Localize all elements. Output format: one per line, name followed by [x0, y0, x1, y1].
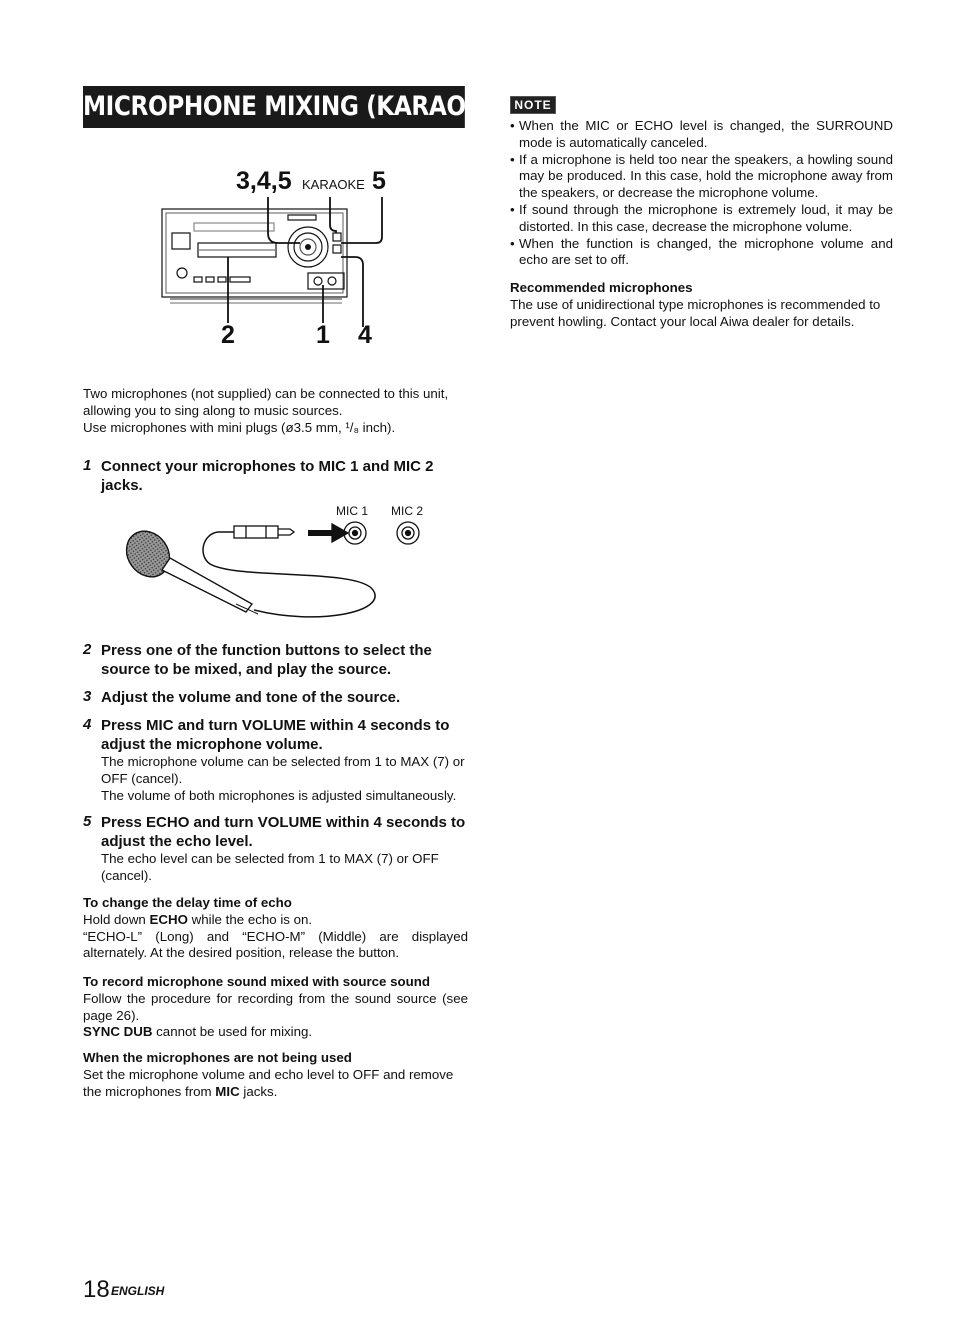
step-title: Press one of the function buttons to select the source to be mixed, and play the source. — [101, 642, 432, 678]
note-item: • If sound through the microphone is extremely loud, it may be distorted. In this case, decrease the microphone volume. — [510, 202, 893, 236]
delay-line-1: Hold down ECHO while the echo is on. — [83, 911, 313, 927]
notused-heading: When the microphones are not being used — [83, 1050, 352, 1065]
step-body-line: The echo level can be selected from 1 to MAX (7) or OFF (cancel). — [101, 851, 439, 883]
diagram-label-bottom-left: 2 — [221, 321, 235, 349]
delay-line-2: “ECHO-L” (Long) and “ECHO-M” (Middle) are displayed alternately. At the desired position, release the button. — [83, 928, 468, 961]
intro-text — [83, 386, 468, 436]
record-line-2: SYNC DUB cannot be used for mixing. — [83, 1024, 313, 1040]
recommended-heading: Recommended microphones — [510, 280, 693, 295]
step-number: 5 — [83, 813, 92, 830]
record-heading: To record microphone sound mixed with source sound — [83, 974, 430, 989]
step-body-line: The volume of both microphones is adjusted simultaneously. — [101, 787, 457, 803]
delay-heading: To change the delay time of echo — [83, 895, 292, 910]
diagram-label-karaoke: KARAOKE — [302, 177, 365, 192]
step-2 — [83, 641, 468, 679]
microphone-illustration — [118, 500, 438, 625]
step-title: Press ECHO and turn VOLUME within 4 seconds to adjust the echo level. — [101, 814, 466, 850]
page-title: MICROPHONE MIXING (KARAOKE) — [83, 86, 465, 128]
record-line-1: Follow the procedure for recording from the sound source (see page 26). — [83, 990, 468, 1023]
mic2-label: MIC 2 — [391, 504, 424, 518]
page-number: 18 — [83, 1276, 110, 1303]
intro-line-3: Use microphones with mini plugs (ø3.5 mm, ¹/₈ inch). — [83, 419, 396, 435]
diagram-label-bottom-right: 4 — [358, 321, 372, 349]
step-title: Press MIC and turn VOLUME within 4 seconds to adjust the microphone volume. — [101, 717, 450, 753]
delay-section — [83, 895, 468, 962]
notused-line: Set the microphone volume and echo level to OFF and remove the microphones from MIC jacks. — [83, 1066, 454, 1099]
step-1 — [83, 457, 468, 495]
mic1-label: MIC 1 — [336, 504, 369, 518]
intro-line-2: allowing you to sing along to music sources. — [83, 402, 343, 418]
recommended-text: The use of unidirectional type microphones is recommended to prevent howling. Contact your local Aiwa dealer for details. — [510, 296, 881, 329]
record-section — [83, 974, 468, 1041]
mic-connection-diagram — [118, 500, 438, 625]
notused-section — [83, 1050, 468, 1100]
step-body-line: The microphone volume can be selected from 1 to MAX (7) or OFF (cancel). — [101, 754, 465, 786]
note-badge: NOTE — [510, 96, 556, 114]
unit-diagram — [150, 165, 410, 350]
step-5 — [83, 813, 468, 885]
step-4 — [83, 716, 468, 804]
step-number: 3 — [83, 688, 92, 705]
recommended-section — [510, 280, 893, 330]
step-title: Adjust the volume and tone of the source. — [101, 689, 401, 706]
intro-line-1: Two microphones (not supplied) can be connected to this unit, — [83, 386, 449, 401]
note-item: • If a microphone is held too near the speakers, a howling sound may be produced. In this case, hold the microphone away from the speakers, or decrease the microphone volume. — [510, 152, 893, 202]
step-number: 2 — [83, 641, 92, 658]
step-title: Connect your microphones to MIC 1 and MIC 2 jacks. — [101, 458, 434, 494]
note-list — [510, 118, 893, 269]
step-3 — [83, 688, 468, 707]
step-number: 1 — [83, 457, 92, 474]
note-item: • When the function is changed, the microphone volume and echo are set to off. — [510, 236, 893, 270]
diagram-label-steps: 3,4,5 — [236, 167, 292, 195]
step-number: 4 — [83, 716, 92, 733]
note-item: • When the MIC or ECHO level is changed, the SURROUND mode is automatically canceled. — [510, 118, 893, 152]
diagram-label-bottom-mid: 1 — [316, 321, 330, 349]
page-language: ENGLISH — [111, 1284, 165, 1298]
diagram-label-top-right: 5 — [372, 167, 386, 195]
